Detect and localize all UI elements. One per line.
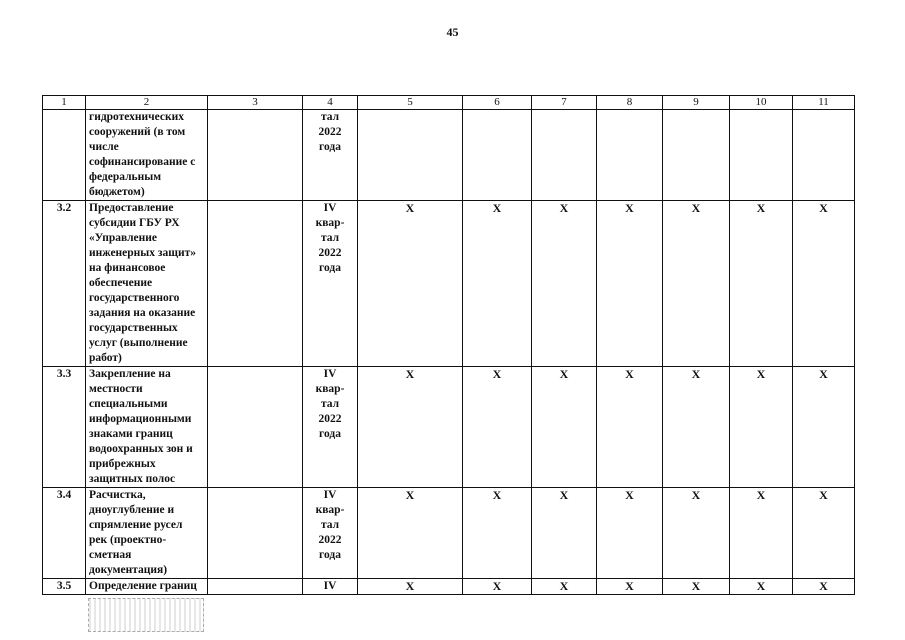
activity-name-line: государственного <box>89 292 180 304</box>
term-line: квар- <box>315 217 345 229</box>
activity-name-line: информационными <box>89 413 192 425</box>
row-number: 3.5 <box>43 579 86 595</box>
activity-name-line: федеральным <box>89 171 162 183</box>
mark-cell: X <box>730 367 793 488</box>
activity-name-line: сооружений (в том <box>89 126 186 138</box>
term-line: IV <box>323 580 337 592</box>
plan-table <box>42 95 855 595</box>
term-cell <box>303 488 358 579</box>
header-row <box>43 96 855 110</box>
column-header: 6 <box>463 96 532 110</box>
table-row <box>43 488 855 579</box>
executor-cell <box>208 579 303 595</box>
mark-cell: X <box>730 579 793 595</box>
mark-cell: X <box>358 367 463 488</box>
mark-cell: X <box>793 579 855 595</box>
term-line: года <box>319 141 341 153</box>
executor-cell <box>208 367 303 488</box>
activity-name-line: инженерных защит» <box>89 247 197 259</box>
mark-cell <box>532 110 597 201</box>
mark-cell: X <box>532 579 597 595</box>
row-number: 3.2 <box>43 201 86 367</box>
column-header: 11 <box>793 96 855 110</box>
column-header: 9 <box>663 96 730 110</box>
activity-name-line: на финансовое <box>89 262 166 274</box>
term-cell <box>303 110 358 201</box>
activity-name-line: знаками границ <box>89 428 173 440</box>
mark-cell: X <box>463 367 532 488</box>
column-header: 5 <box>358 96 463 110</box>
column-header: 10 <box>730 96 793 110</box>
column-header: 4 <box>303 96 358 110</box>
table-row <box>43 367 855 488</box>
activity-name <box>86 488 208 579</box>
executor-cell <box>208 488 303 579</box>
mark-cell: X <box>463 201 532 367</box>
mark-cell: X <box>597 201 663 367</box>
mark-cell <box>597 110 663 201</box>
page-number: 45 <box>446 25 459 39</box>
activity-name-line: водоохранных зон и <box>89 443 193 455</box>
term-line: квар- <box>315 383 345 395</box>
term-line: 2022 <box>318 534 342 546</box>
activity-name-line: специальными <box>89 398 168 410</box>
term-cell <box>303 579 358 595</box>
mark-cell: X <box>793 201 855 367</box>
term-line: 2022 <box>318 247 342 259</box>
mark-cell <box>793 110 855 201</box>
activity-name-line: дноуглубление и <box>89 504 175 516</box>
activity-name-line: спрямление русел <box>89 519 183 531</box>
activity-name-line: обеспечение <box>89 277 153 289</box>
mark-cell: X <box>730 201 793 367</box>
mark-cell <box>730 110 793 201</box>
activity-name-line: сметная <box>89 549 132 561</box>
activity-name-line: бюджетом) <box>89 186 145 198</box>
column-header: 3 <box>208 96 303 110</box>
term-line: года <box>319 428 341 440</box>
mark-cell <box>663 110 730 201</box>
row-number: 3.4 <box>43 488 86 579</box>
mark-cell: X <box>532 367 597 488</box>
activity-name-line: документация) <box>89 564 168 576</box>
term-line: тал <box>320 111 340 123</box>
activity-name-line: Определение границ <box>89 580 197 592</box>
term-line: IV <box>323 202 337 214</box>
mark-cell: X <box>597 488 663 579</box>
mark-cell: X <box>463 488 532 579</box>
mark-cell: X <box>663 367 730 488</box>
mark-cell: X <box>793 488 855 579</box>
mark-cell: X <box>532 488 597 579</box>
column-header: 1 <box>43 96 86 110</box>
row-number: 3.3 <box>43 367 86 488</box>
mark-cell: X <box>663 201 730 367</box>
activity-name <box>86 367 208 488</box>
mark-cell: X <box>730 488 793 579</box>
table-row <box>43 110 855 201</box>
activity-name-line: субсидии ГБУ РХ <box>89 217 180 229</box>
activity-name-line: Закрепление на <box>89 368 171 380</box>
mark-cell: X <box>358 201 463 367</box>
mark-cell: X <box>463 579 532 595</box>
term-line: IV <box>323 368 337 380</box>
column-header: 8 <box>597 96 663 110</box>
term-line: года <box>319 262 341 274</box>
mark-cell <box>463 110 532 201</box>
term-line: тал <box>320 398 340 410</box>
mark-cell: X <box>663 579 730 595</box>
activity-name-line: работ) <box>89 352 122 364</box>
row-number <box>43 110 86 201</box>
activity-name <box>86 579 208 595</box>
term-line: 2022 <box>318 126 342 138</box>
mark-cell <box>358 110 463 201</box>
term-line: 2022 <box>318 413 342 425</box>
column-header: 2 <box>86 96 208 110</box>
mark-cell: X <box>532 201 597 367</box>
activity-name-line: рек (проектно- <box>89 534 167 546</box>
executor-cell <box>208 201 303 367</box>
mark-cell: X <box>793 367 855 488</box>
term-line: тал <box>320 232 340 244</box>
term-line: года <box>319 549 341 561</box>
activity-name-line: защитных полос <box>89 473 176 485</box>
column-header: 7 <box>532 96 597 110</box>
table-row <box>43 579 855 595</box>
executor-cell <box>208 110 303 201</box>
mark-cell: X <box>358 488 463 579</box>
mark-cell: X <box>358 579 463 595</box>
term-cell <box>303 201 358 367</box>
term-line: тал <box>320 519 340 531</box>
activity-name <box>86 201 208 367</box>
stamp-mark <box>88 598 204 632</box>
mark-cell: X <box>663 488 730 579</box>
activity-name-line: прибрежных <box>89 458 156 470</box>
activity-name-line: Расчистка, <box>89 489 146 501</box>
activity-name-line: гидротехнических <box>89 111 185 123</box>
term-line: квар- <box>315 504 345 516</box>
activity-name-line: государственных <box>89 322 178 334</box>
term-line: IV <box>323 489 337 501</box>
activity-name-line: задания на оказание <box>89 307 196 319</box>
mark-cell: X <box>597 579 663 595</box>
activity-name-line: услуг (выполнение <box>89 337 188 349</box>
term-cell <box>303 367 358 488</box>
table-row <box>43 201 855 367</box>
activity-name-line: «Управление <box>89 232 157 244</box>
mark-cell: X <box>597 367 663 488</box>
activity-name <box>86 110 208 201</box>
activity-name-line: софинансирование с <box>89 156 196 168</box>
activity-name-line: Предоставление <box>89 202 174 214</box>
activity-name-line: местности <box>89 383 143 395</box>
activity-name-line: числе <box>89 141 119 153</box>
